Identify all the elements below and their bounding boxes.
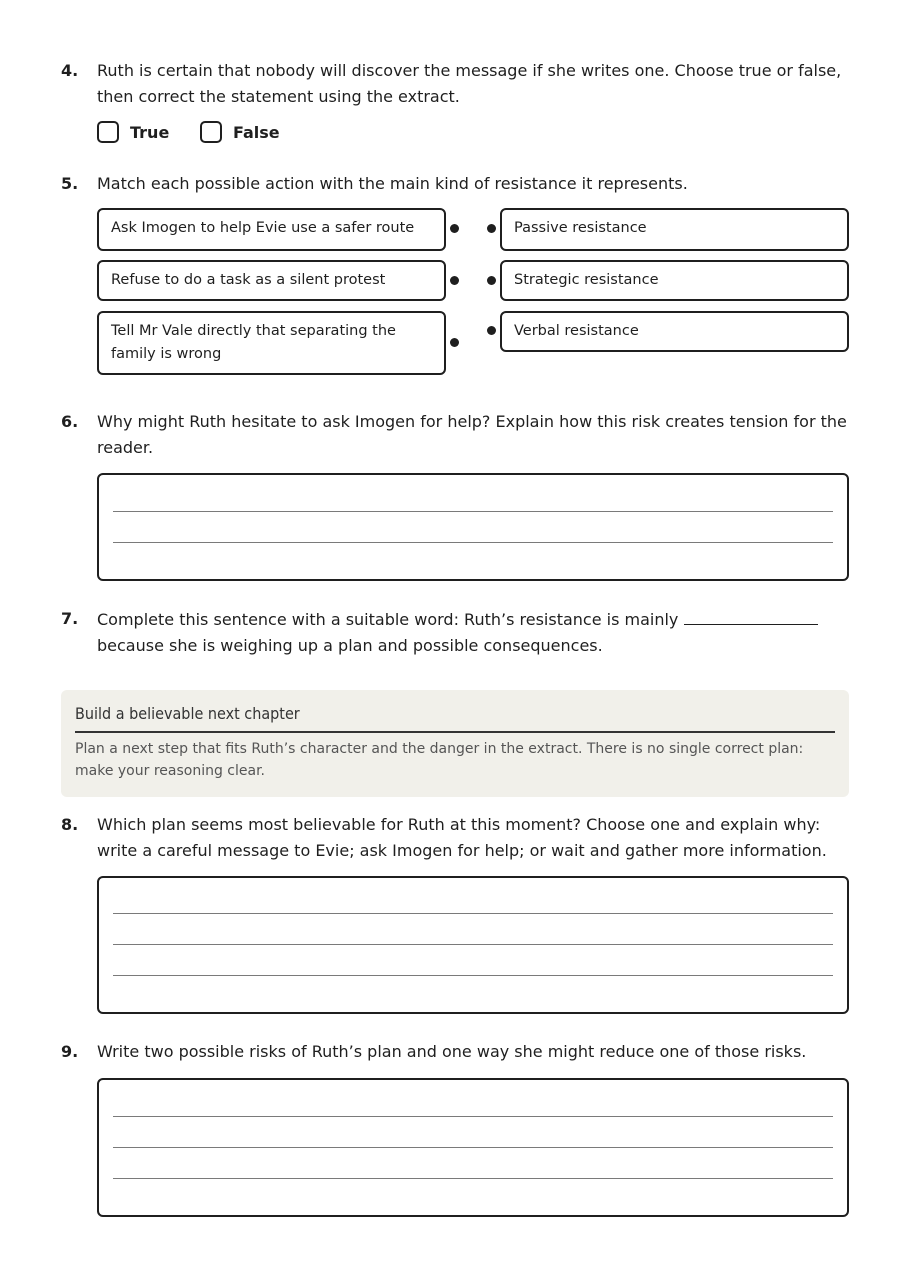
question-number: 4.	[61, 61, 79, 80]
match-dot-right-1[interactable]	[487, 224, 496, 233]
writing-line	[113, 1178, 833, 1179]
match-action-2: Refuse to do a task as a silent protest	[97, 260, 446, 301]
question-7	[61, 606, 851, 659]
match-type-2: Strategic resistance	[500, 260, 849, 301]
question-6	[61, 409, 851, 461]
match-dot-left-1[interactable]	[450, 224, 459, 233]
callout-title: Build a believable next chapter	[75, 704, 835, 733]
question-number: 9.	[61, 1042, 79, 1061]
answer-box-8[interactable]	[97, 876, 849, 1014]
writing-line	[113, 1116, 833, 1117]
writing-line	[113, 975, 833, 976]
false-option[interactable]	[200, 121, 280, 143]
false-label: False	[233, 122, 280, 142]
question-5	[61, 171, 851, 197]
answer-box-9[interactable]	[97, 1078, 849, 1217]
match-type-1: Passive resistance	[500, 208, 849, 251]
callout-box	[61, 690, 849, 797]
callout-body: Plan a next step that fits Ruth’s character and the danger in the extract. There is no single correct plan: make your reasoning clear.	[75, 741, 804, 779]
match-dot-right-2[interactable]	[487, 276, 496, 285]
fill-in-blank[interactable]	[684, 606, 818, 625]
false-checkbox[interactable]	[200, 121, 222, 143]
writing-line	[113, 1147, 833, 1148]
match-action-3: Tell Mr Vale directly that separating the family is wrong	[97, 311, 446, 375]
true-checkbox[interactable]	[97, 121, 119, 143]
question-number: 5.	[61, 174, 79, 193]
question-number: 8.	[61, 815, 79, 834]
question-9	[61, 1039, 851, 1065]
match-type-3: Verbal resistance	[500, 311, 849, 352]
writing-line	[113, 913, 833, 914]
match-dot-left-3[interactable]	[450, 338, 459, 347]
match-dot-right-3[interactable]	[487, 326, 496, 335]
question-text-before: Complete this sentence with a suitable word: Ruth’s resistance is mainly	[97, 610, 679, 629]
question-text: Write two possible risks of Ruth’s plan and one way she might reduce one of those risks.	[97, 1042, 807, 1061]
question-number: 6.	[61, 412, 79, 431]
question-text-after: because she is weighing up a plan and possible consequences.	[97, 636, 603, 655]
match-action-1: Ask Imogen to help Evie use a safer route	[97, 208, 446, 251]
match-dot-left-2[interactable]	[450, 276, 459, 285]
writing-line	[113, 944, 833, 945]
question-8	[61, 812, 851, 864]
question-number: 7.	[61, 609, 79, 628]
writing-line	[113, 542, 833, 543]
answer-box-6[interactable]	[97, 473, 849, 581]
question-text: Why might Ruth hesitate to ask Imogen for help? Explain how this risk creates tension for the reader.	[97, 412, 847, 457]
true-option[interactable]	[97, 121, 169, 143]
writing-line	[113, 511, 833, 512]
question-4	[61, 58, 851, 110]
question-text: Match each possible action with the main kind of resistance it represents.	[97, 174, 688, 193]
question-text: Ruth is certain that nobody will discover the message if she writes one. Choose true or false, then correct the statement using the extract.	[97, 61, 842, 106]
true-label: True	[130, 122, 170, 142]
question-text: Which plan seems most believable for Ruth at this moment? Choose one and explain why: write a careful message to Evie; ask Imogen for help; or wait and gather more information.	[97, 815, 827, 860]
question-text	[97, 606, 849, 659]
